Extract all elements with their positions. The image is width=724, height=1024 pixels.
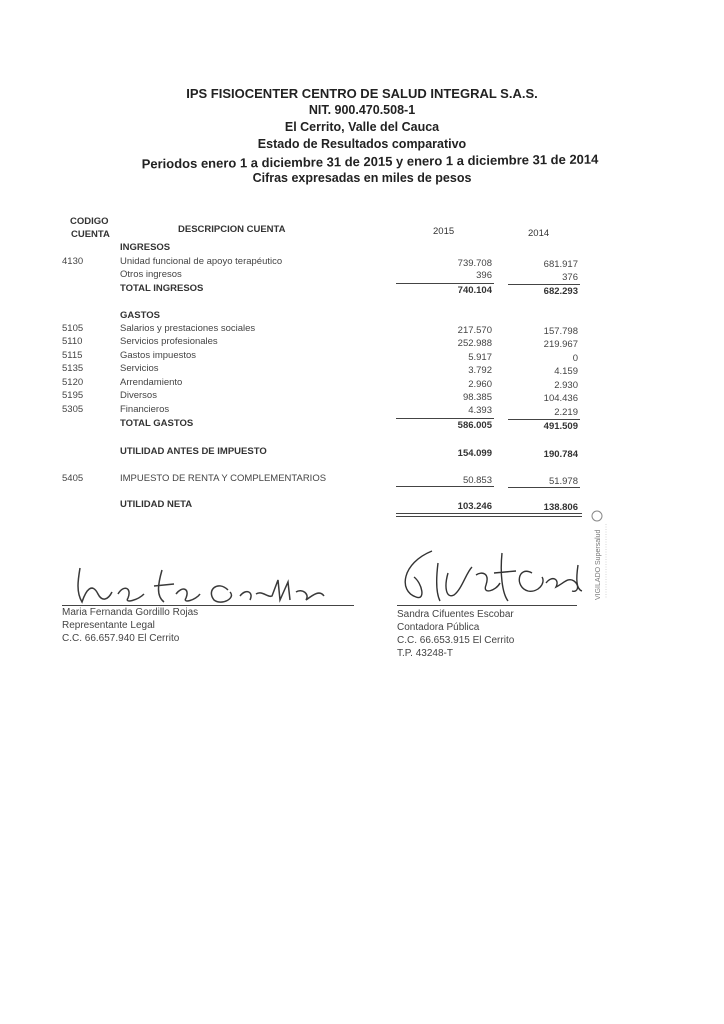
utilidad-neta-2015: 103.246: [457, 501, 492, 512]
company-location: El Cerrito, Valle del Cauca: [284, 120, 440, 134]
utilidad-neta-2014: 138.806: [543, 502, 578, 513]
left-signer-block: [62, 606, 198, 645]
row-code: 5195: [62, 390, 84, 401]
row-desc: Financieros: [120, 404, 170, 415]
row-value-2014: 219.967: [543, 339, 578, 350]
svg-text:VIGILADO Supersalud: VIGILADO Supersalud: [595, 529, 602, 600]
left-signer-name: Maria Fernanda Gordillo Rojas: [62, 607, 199, 618]
total-ingresos-label: TOTAL INGRESOS: [120, 283, 204, 294]
utilidad-neta-label: UTILIDAD NETA: [120, 499, 193, 510]
statement-title: Estado de Resultados comparativo: [257, 137, 467, 151]
row-desc: Diversos: [120, 390, 157, 401]
row-value-2015: 98.385: [462, 392, 492, 403]
total-gastos-2015: 586.005: [457, 420, 492, 431]
subtotal-rule-2014: [508, 284, 580, 285]
row-desc: Gastos impuestos: [120, 350, 197, 361]
col-header-2015: 2015: [433, 226, 455, 237]
row-desc: Servicios: [120, 363, 159, 374]
statement-periods: Periodos enero 1 a diciembre 31 de 2015 y enero 1 a diciembre 31 de 2014: [141, 151, 599, 172]
row-value-2014: 2.219: [554, 407, 578, 418]
right-signer-role: Contadora Pública: [397, 622, 480, 633]
right-signer-tp: T.P. 43248-T: [397, 648, 453, 659]
row-value-2015: 3.792: [468, 365, 492, 376]
total-ingresos-2014: 682.293: [543, 286, 578, 297]
right-signer-id: C.C. 66.653.915 El Cerrito: [397, 635, 515, 646]
total-gastos-2014: 491.509: [543, 421, 578, 432]
row-value-2015: 396: [476, 270, 492, 281]
row-desc: Arrendamiento: [120, 377, 183, 388]
subtotal-rule-2014: [508, 419, 580, 420]
accountant-signature: [392, 543, 592, 613]
row-value-2014: 104.436: [543, 393, 578, 404]
row-desc: Salarios y prestaciones sociales: [120, 323, 256, 334]
row-code: 5405: [62, 473, 84, 484]
left-signer-role: Representante Legal: [62, 620, 155, 631]
subtotal-rule-2015: [396, 418, 494, 419]
total-ingresos-2015: 740.104: [457, 285, 492, 296]
row-value-2014: 2.930: [554, 380, 578, 391]
legal-representative-signature: [58, 560, 358, 610]
section-ingresos: INGRESOS: [120, 242, 171, 253]
impuesto-2014: 51.978: [548, 476, 578, 487]
col-header-codigo: CODIGO: [70, 216, 109, 227]
double-rule-top: [396, 513, 582, 514]
row-value-2015: 2.960: [468, 379, 492, 390]
subtotal-rule-2015: [396, 486, 494, 487]
subtotal-rule-2014: [508, 487, 580, 488]
row-value-2015: 4.393: [468, 405, 492, 416]
utilidad-antes-2014: 190.784: [543, 449, 578, 460]
row-value-2014: 681.917: [543, 259, 578, 270]
right-signer-block: [397, 608, 514, 660]
row-desc: Unidad funcional de apoyo terapéutico: [120, 256, 283, 267]
col-header-cuenta: CUENTA: [71, 229, 110, 240]
row-value-2015: 739.708: [457, 258, 492, 269]
row-code: 5115: [62, 350, 83, 361]
row-value-2015: 252.988: [457, 338, 492, 349]
row-value-2014: 157.798: [543, 326, 578, 337]
row-value-2014: 0: [572, 353, 578, 364]
row-code: 4130: [62, 256, 84, 267]
row-value-2015: 217.570: [457, 325, 492, 336]
utilidad-antes-label: UTILIDAD ANTES DE IMPUESTO: [120, 446, 267, 457]
company-name: IPS FISIOCENTER CENTRO DE SALUD INTEGRAL S.A.S.: [186, 86, 538, 101]
supersalud-stamp: [588, 506, 614, 602]
statement-units: Cifras expresadas en miles de pesos: [252, 171, 472, 185]
col-header-2014: 2014: [528, 228, 550, 239]
row-desc: Servicios profesionales: [120, 336, 218, 347]
row-code: 5110: [62, 336, 83, 347]
signature-line-right: [397, 605, 577, 606]
utilidad-antes-2015: 154.099: [457, 448, 492, 459]
row-code: 5105: [62, 323, 84, 334]
total-gastos-label: TOTAL GASTOS: [120, 418, 194, 429]
row-code: 5135: [62, 363, 84, 374]
impuesto-2015: 50.853: [462, 475, 492, 486]
row-value-2014: 376: [562, 272, 578, 283]
subtotal-rule-2015: [396, 283, 494, 284]
section-gastos: GASTOS: [120, 310, 160, 321]
col-header-descripcion: DESCRIPCION CUENTA: [178, 224, 286, 235]
company-nit: NIT. 900.470.508-1: [308, 103, 416, 117]
row-desc: Otros ingresos: [120, 269, 182, 280]
row-value-2015: 5.917: [468, 352, 492, 363]
left-signer-id: C.C. 66.657.940 El Cerrito: [62, 633, 180, 644]
row-code: 5120: [62, 377, 84, 388]
right-signer-name: Sandra Cifuentes Escobar: [397, 609, 514, 620]
double-rule-bottom: [396, 516, 582, 517]
row-value-2014: 4.159: [554, 366, 578, 377]
row-code: 5305: [62, 404, 84, 415]
impuesto-label: IMPUESTO DE RENTA Y COMPLEMENTARIOS: [120, 473, 327, 484]
